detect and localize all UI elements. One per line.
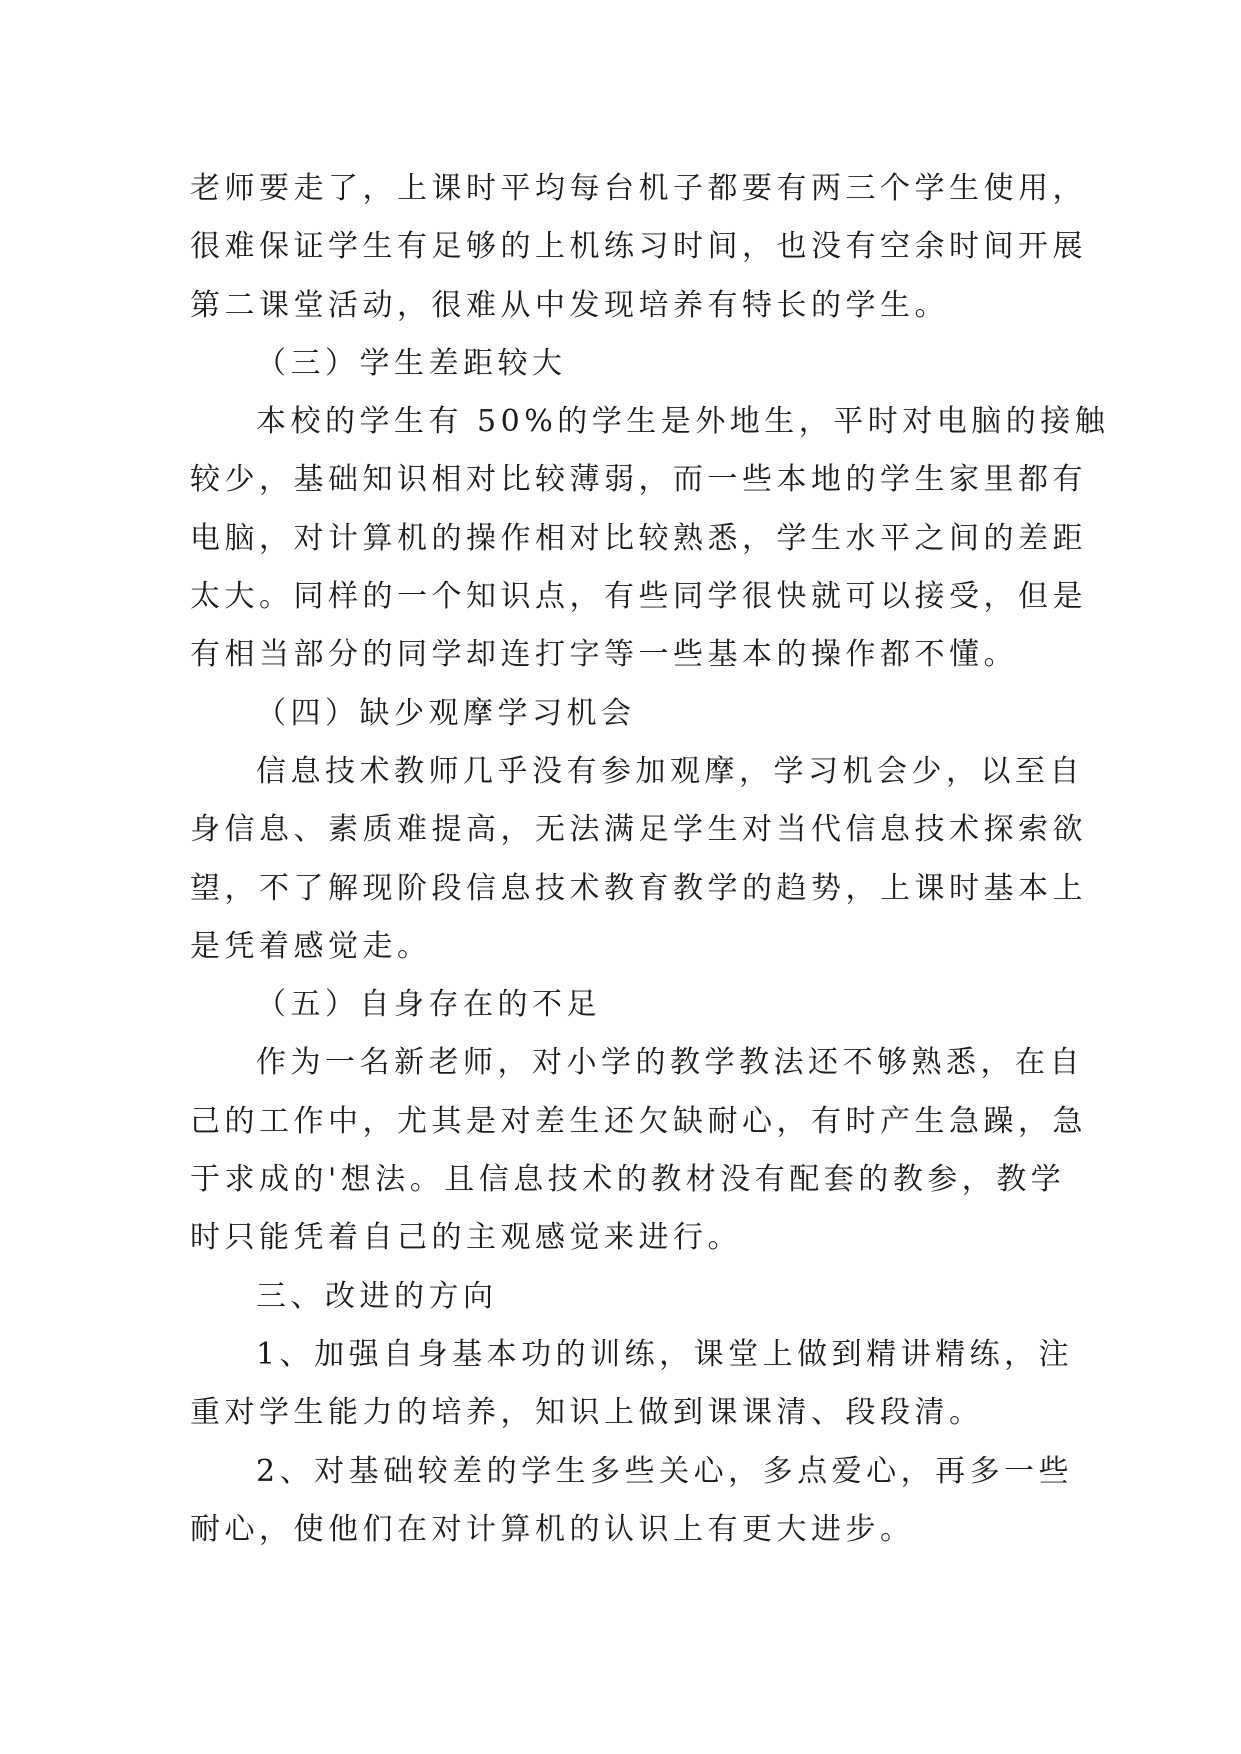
body-line-21: 1、加强自身基本功的训练，课堂上做到精讲精练，注 (256, 1336, 1074, 1372)
body-line-7: 电脑，对计算机的操作相对比较熟悉，学生水平之间的差距 (190, 520, 1087, 556)
body-line-12: 身信息、素质难提高，无法满足学生对当代信息技术探索欲 (190, 812, 1087, 848)
body-line-9: 有相当部分的同学却连打字等一些基本的操作都不懂。 (190, 637, 1018, 673)
section-heading-3: （三）学生差距较大 (256, 345, 567, 381)
section-heading-4: （四）缺少观摩学习机会 (256, 695, 636, 731)
body-line-6: 较少，基础知识相对比较薄弱，而一些本地的学生家里都有 (190, 462, 1087, 498)
body-line-23: 2、对基础较差的学生多些关心，多点爱心，再多一些 (256, 1453, 1074, 1489)
body-line-11: 信息技术教师几乎没有参加观摩，学习机会少，以至自 (256, 753, 1084, 789)
body-line-22: 重对学生能力的培养，知识上做到课课清、段段清。 (190, 1395, 984, 1431)
body-line-8: 太大。同样的一个知识点，有些同学很快就可以接受，但是 (190, 579, 1087, 615)
section-heading-5: （五）自身存在的不足 (256, 987, 601, 1023)
body-line-2: 很难保证学生有足够的上机练习时间，也没有空余时间开展 (190, 229, 1087, 265)
body-line-16: 作为一名新老师，对小学的教学教法还不够熟悉，在自 (256, 1045, 1084, 1081)
body-line-24: 耐心，使他们在对计算机的认识上有更大进步。 (190, 1511, 915, 1547)
body-line-18: 于求成的'想法。且信息技术的教材没有配套的教参，教学 (190, 1162, 1066, 1198)
body-line-14: 是凭着感觉走。 (190, 928, 432, 964)
document-body (190, 160, 1110, 1559)
body-line-5: 本校的学生有 50%的学生是外地生，平时对电脑的接触 (256, 404, 1110, 440)
section-heading-improvement: 三、改进的方向 (256, 1278, 498, 1314)
body-line-13: 望，不了解现阶段信息技术教育教学的趋势，上课时基本上 (190, 870, 1087, 906)
body-line-17: 己的工作中，尤其是对差生还欠缺耐心，有时产生急躁，急 (190, 1103, 1087, 1139)
body-line-1: 老师要走了，上课时平均每台机子都要有两三个学生使用， (190, 171, 1087, 206)
body-line-3: 第二课堂活动，很难从中发现培养有特长的学生。 (190, 287, 949, 323)
body-line-19: 时只能凭着自己的主观感觉来进行。 (190, 1220, 742, 1256)
